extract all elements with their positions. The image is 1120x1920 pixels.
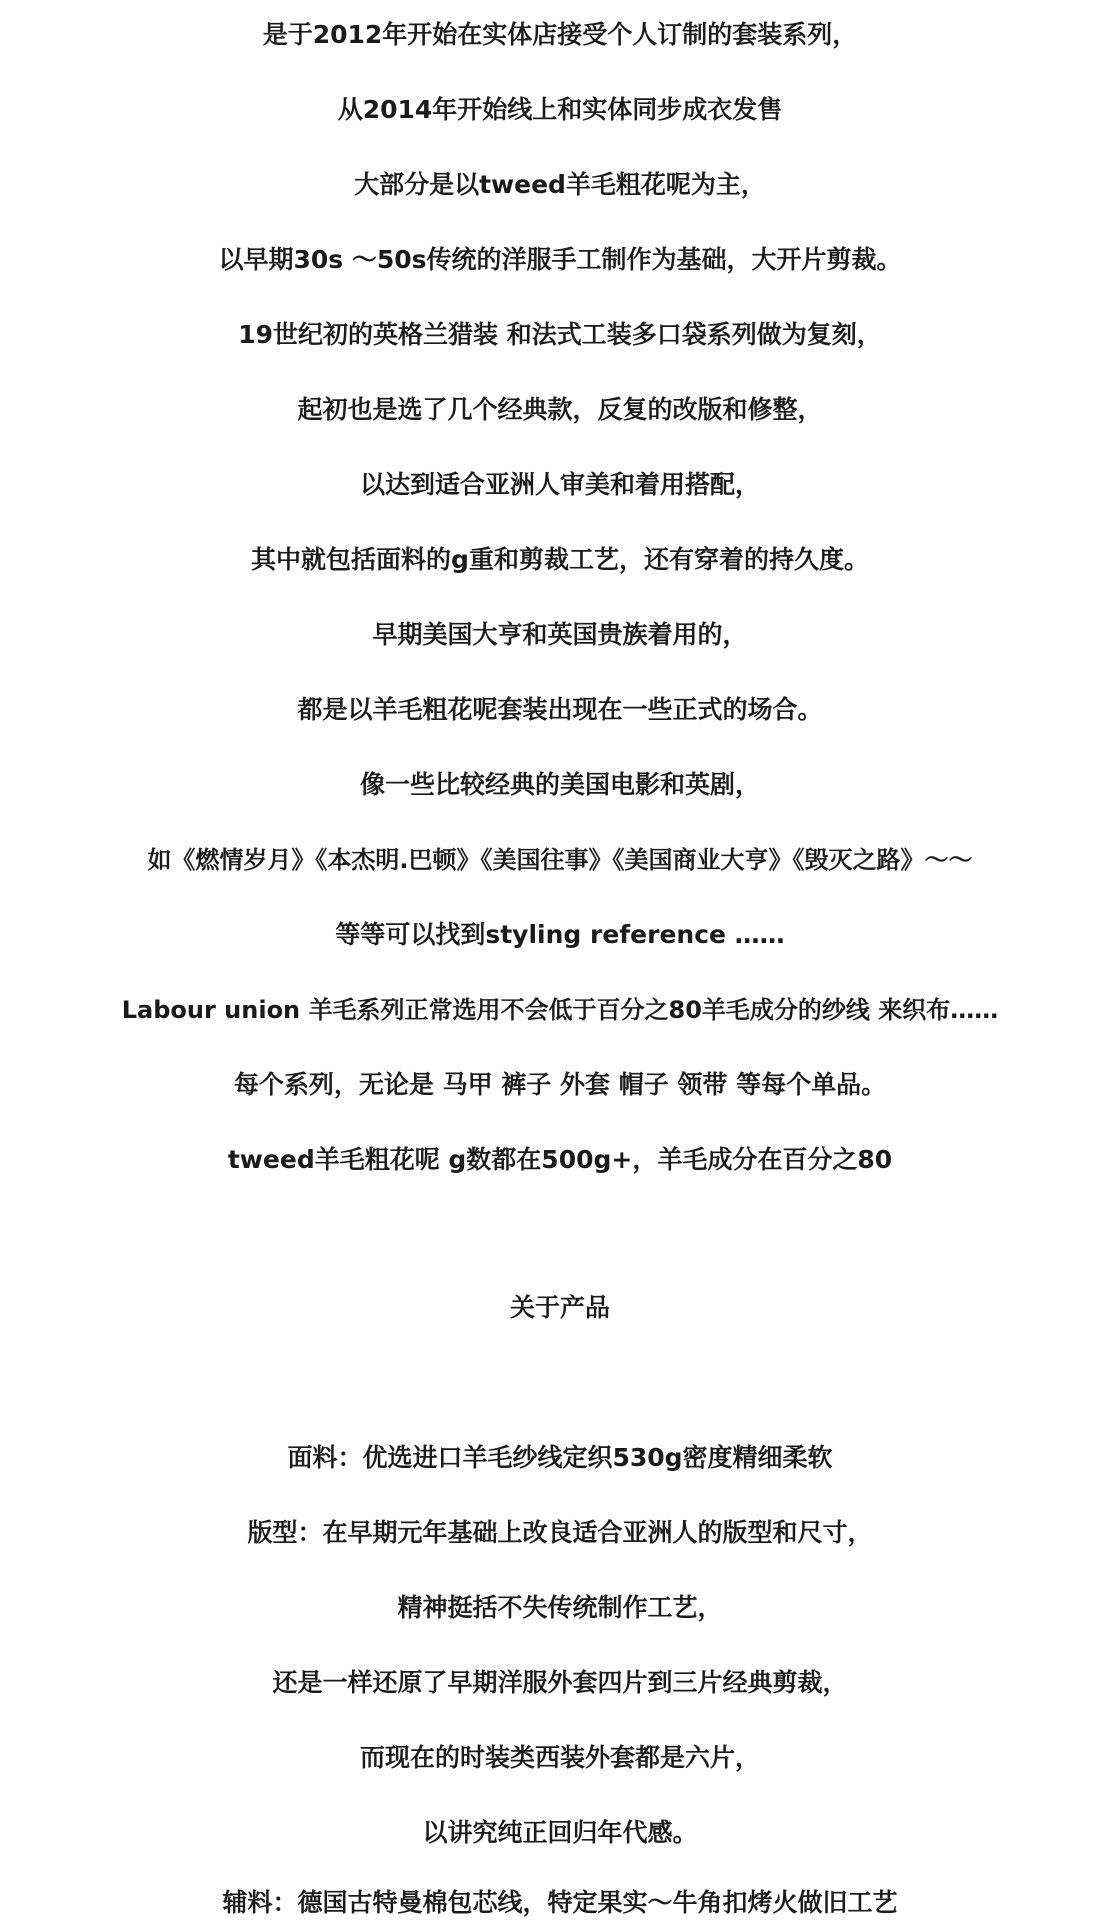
intro-line: tweed羊毛粗花呢 g数都在500g+，羊毛成分在百分之80 [227,1145,893,1174]
product-line: 面料：优选进口羊毛纱线定织530g密度精细柔软 [287,1443,833,1472]
intro-line: 以达到适合亚洲人审美和着用搭配， [359,470,760,499]
product-line: 辅料：德国古特曼棉包芯线，特定果实～牛角扣烤火做旧工艺 [222,1888,898,1917]
intro-line: 从2014年开始线上和实体同步成衣发售 [337,95,783,124]
intro-line: 都是以羊毛粗花呢套装出现在一些正式的场合。 [297,695,823,724]
intro-line: 大部分是以tweed羊毛粗花呢为主， [354,170,766,199]
intro-line: Labour union 羊毛系列正常选用不会低于百分之80羊毛成分的纱线 来织布…… [121,996,999,1024]
product-line: 而现在的时装类西装外套都是六片， [359,1743,760,1772]
intro-line: 起初也是选了几个经典款，反复的改版和修整， [297,395,823,424]
product-line: 还是一样还原了早期洋服外套四片到三片经典剪裁， [272,1668,848,1697]
intro-line: 早期美国大亨和英国贵族着用的， [372,620,748,649]
intro-line: 是于2012年开始在实体店接受个人订制的套装系列， [262,20,858,49]
product-line: 精神挺括不失传统制作工艺， [397,1593,723,1622]
intro-line: 每个系列，无论是 马甲 裤子 外套 帽子 领带 等每个单品。 [233,1070,887,1099]
intro-line: 像一些比较经典的美国电影和英剧， [359,770,760,799]
product-line: 以讲究纯正回归年代感。 [422,1818,698,1847]
product-section-heading: 关于产品 [509,1293,610,1322]
intro-line: 19世纪初的英格兰猎装 和法式工装多口袋系列做为复刻， [238,320,882,349]
intro-line: 其中就包括面料的g重和剪裁工艺，还有穿着的持久度。 [251,545,869,574]
intro-line: 等等可以找到styling reference …… [335,920,785,949]
product-line: 版型：在早期元年基础上改良适合亚洲人的版型和尺寸， [247,1518,873,1547]
intro-line: 以早期30s ～50s传统的洋服手工制作为基础，大开片剪裁。 [218,245,902,274]
intro-line: 如《燃情岁月》《本杰明.巴顿》《美国往事》《美国商业大亨》《毁灭之路》～～ [147,846,973,874]
